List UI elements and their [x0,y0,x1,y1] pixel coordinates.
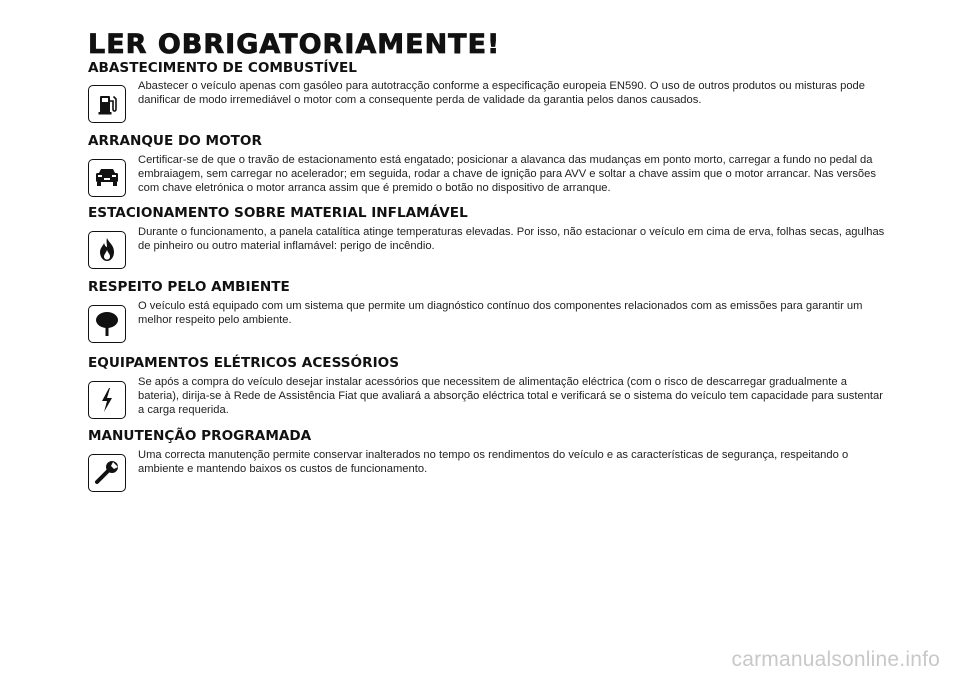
section-heading: MANUTENÇÃO PROGRAMADA [88,428,312,444]
tree-icon [88,305,126,343]
section-scheduled-maintenance [88,428,888,492]
page-title: LER OBRIGATORIAMENTE! [88,29,501,60]
section-parking-flammable [88,205,888,269]
car-icon [88,159,126,197]
lightning-icon [88,381,126,419]
section-text: Certificar-se de que o travão de estacionamento está engatado; posicionar a alavanca das mudanças em ponto morto, carregar a fundo no pedal da embraiagem, sem carregar no acelerador; em seguida, rodar a chave de ignição para AVV e soltar a chave assim que o motor arrancar. Nas versões com chave eletrónica o motor arranca assim que é premido o botão no dispositivo de arranque. [138,154,876,195]
section-heading: EQUIPAMENTOS ELÉTRICOS ACESSÓRIOS [88,355,399,371]
section-heading: ARRANQUE DO MOTOR [88,133,262,149]
page-content [88,30,888,492]
section-fuel [88,60,888,123]
wrench-icon [88,454,126,492]
section-text: Se após a compra do veículo desejar instalar acessórios que necessitem de alimentação eléctrica (com o risco de descarregar gradualmente a bateria), dirija-se à Rede de Assistência Fiat que avaliará a absorção eléctrica total e verificará se o sistema do veículo tem capacidade para sustentar a carga requerida. [138,376,883,417]
section-environment [88,279,888,343]
section-text: Durante o funcionamento, a panela catalítica atinge temperaturas elevadas. Por isso, não estacionar o veículo em cima de erva, folhas secas, agulhas de pinheiro ou outro material inflamável: perigo de incêndio. [138,226,885,253]
flame-icon [88,231,126,269]
section-text: Abastecer o veículo apenas com gasóleo para autotracção conforme a especificação europeia EN590. O uso de outros produtos ou misturas pode danificar de modo irremediável o motor com a consequente perda de validade da garantia pelos danos causados. [138,80,866,107]
section-text: Uma correcta manutenção permite conservar inalterados no tempo os rendimentos do veículo e as características de segurança, respeitando o ambiente e mantendo baixos os custos de funcionamento. [138,449,849,476]
section-text: O veículo está equipado com um sistema que permite um diagnóstico contínuo dos componentes relacionados com as emissões para garantir um melhor respeito pelo ambiente. [138,300,863,327]
watermark: carmanualsonline.info [731,648,940,671]
section-electrical-accessories [88,355,888,419]
section-heading: RESPEITO PELO AMBIENTE [88,279,290,295]
section-heading: ABASTECIMENTO DE COMBUSTÍVEL [88,60,357,76]
section-engine-start [88,133,888,197]
section-heading: ESTACIONAMENTO SOBRE MATERIAL INFLAMÁVEL [88,205,468,221]
fuel-pump-icon [88,85,126,123]
